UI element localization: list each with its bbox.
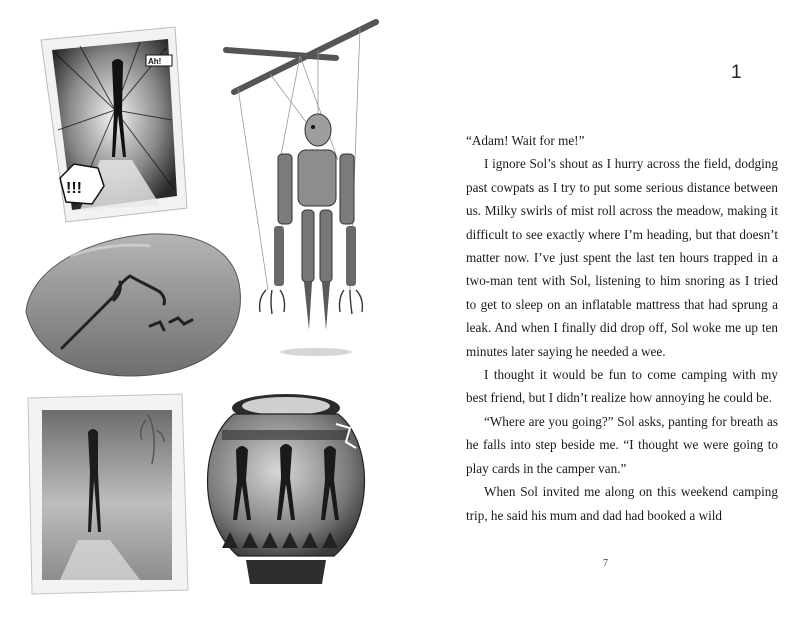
engraved-rock (26, 234, 240, 376)
paragraph: “Where are you going?” Sol asks, panting for breath as he falls into step beside me. “I thought we were going to play cards in the camper van.” (466, 413, 778, 476)
comic-exclaim: !!! (66, 180, 82, 197)
ancient-vase (208, 394, 365, 584)
comic-caption: Ah! (148, 57, 162, 66)
old-photograph (28, 394, 188, 594)
paragraph: When Sol invited me along on this weekend camping trip, he said his mum and dad had booked a wild (466, 484, 778, 523)
comic-panel-photo (41, 27, 187, 222)
paragraph: I thought it would be fun to come camping with my best friend, but I didn’t realize how annoying he could be. (466, 367, 778, 406)
marionette (226, 22, 376, 356)
page-number: 7 (603, 558, 608, 569)
paragraph: I ignore Sol’s shout as I hurry across the field, dodging past cowpats as I try to put some serious distance between us. Milky swirls of mist roll across the meadow, making it difficult to see exactly where I’m heading, but that doesn’t matter now. I’ve just spent the last ten hours trapped in a two-man tent with Sol, listening to him snoring as I tried to get to sleep on an inflatable mattress that had sprung a leak. And when I finally did drop off, Sol woke me up ten minutes later saying he needed a wee. (466, 156, 778, 359)
story-text (466, 129, 778, 527)
chapter-number: 1 (731, 62, 742, 83)
paragraph: “Adam! Wait for me!” (466, 133, 585, 148)
